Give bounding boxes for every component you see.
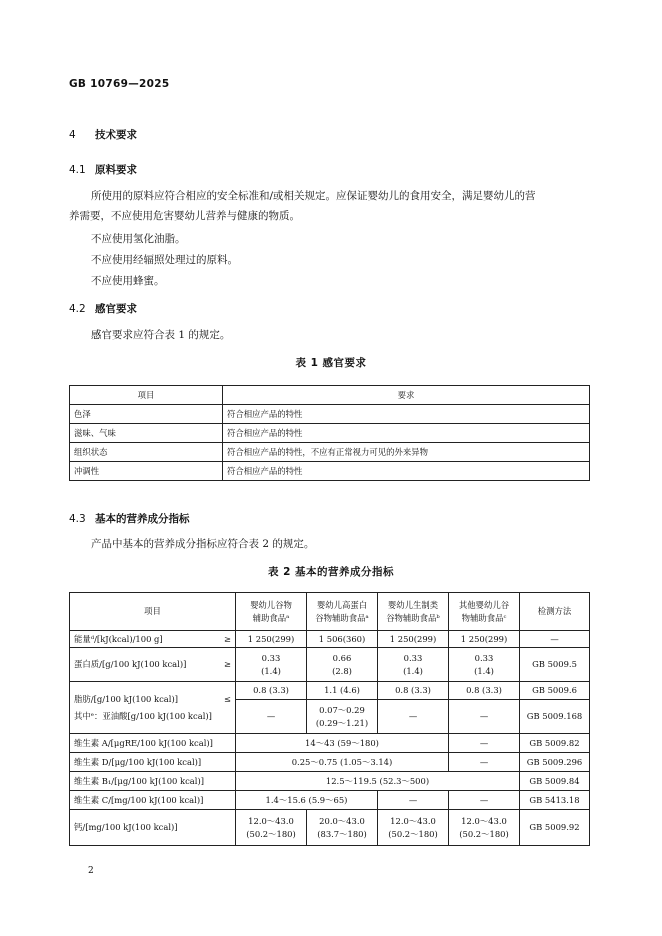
table-cell: 1 250(299) <box>378 631 449 648</box>
table-row-fat <box>70 682 590 700</box>
header-line: 婴幼儿谷物 <box>250 599 292 610</box>
section-4-3-heading <box>69 511 190 526</box>
row-label <box>70 648 236 682</box>
cell-line: (50.2～180) <box>388 828 438 839</box>
cell-line: 20.0～43.0 <box>319 815 365 826</box>
table-cell: 符合相应产品的特性 <box>223 405 590 424</box>
table-cell: GB 5009.6 <box>520 682 590 700</box>
header-line: 婴幼儿生制类 <box>387 599 439 610</box>
section-number: 4.3 <box>69 513 86 525</box>
table-cell: GB 5009.296 <box>520 753 590 772</box>
section-title: 基本的营养成分指标 <box>95 513 190 525</box>
column-header-raw <box>378 593 449 631</box>
table-cell <box>236 810 307 846</box>
table-cell: — <box>236 700 307 734</box>
table-header-row <box>70 386 590 405</box>
table-cell: GB 5009.92 <box>520 810 590 846</box>
paragraph-hydrogenated-oil: 不应使用氢化油脂。 <box>91 233 186 245</box>
section-number: 4 <box>69 129 76 141</box>
cell-line: 0.33 <box>261 652 281 663</box>
table-cell: 1.1 (4.6) <box>307 682 378 700</box>
row-label: 维生素 D/[μg/100 kJ(100 kcal)] <box>70 753 236 772</box>
table-cell <box>449 810 520 846</box>
row-label <box>70 682 236 734</box>
cell-line: 12.0～43.0 <box>390 815 436 826</box>
header-line: 辅助食品ᵃ <box>252 612 290 623</box>
column-header-high-protein <box>307 593 378 631</box>
cell-line: (0.29～1.21) <box>315 717 369 728</box>
table-cell: GB 5009.5 <box>520 648 590 682</box>
paragraph-raw-materials-2: 养需要，不应使用危害婴幼儿营养与健康的物质。 <box>69 210 300 222</box>
cell-line: (1.4) <box>403 665 423 676</box>
header-line: 其他婴幼儿谷 <box>458 599 510 610</box>
sensory-requirements-table <box>69 385 590 481</box>
table-cell <box>307 810 378 846</box>
row-label <box>70 631 236 648</box>
document-code: GB 10769—2025 <box>69 78 170 90</box>
row-label: 钙/[mg/100 kJ(100 kcal)] <box>70 810 236 846</box>
table-cell <box>378 810 449 846</box>
table-cell: — <box>449 753 520 772</box>
section-number: 4.2 <box>69 303 86 315</box>
table-row <box>70 462 590 481</box>
nutrition-indicators-table <box>69 592 590 846</box>
cell-line: (83.7～180) <box>317 828 367 839</box>
row-label-text: 蛋白质/[g/100 kJ(100 kcal)] <box>74 659 187 669</box>
table-cell: — <box>378 700 449 734</box>
row-label: 维生素 C/[mg/100 kJ(100 kcal)] <box>70 791 236 810</box>
table-row-vitamin-a <box>70 734 590 753</box>
table-2-caption: 表 2 基本的营养成分指标 <box>267 566 395 578</box>
table-header-row <box>70 593 590 631</box>
comparison-symbol: ≥ <box>223 659 231 669</box>
column-header-cereal <box>236 593 307 631</box>
table-cell: 1 506(360) <box>307 631 378 648</box>
table-cell: 0.25～0.75 (1.05～3.14) <box>236 753 449 772</box>
table-cell: 0.8 (3.3) <box>236 682 307 700</box>
section-4-1-heading <box>69 162 137 177</box>
row-label-text: 能量ᵈ/[kJ(kcal)/100 g] <box>74 633 163 644</box>
table-cell <box>378 648 449 682</box>
column-header-method: 检测方法 <box>520 593 590 631</box>
table-cell: GB 5413.18 <box>520 791 590 810</box>
cell-line: 0.07～0.29 <box>319 704 365 715</box>
cell-line: (50.2～180) <box>246 828 296 839</box>
table-cell: 0.8 (3.3) <box>449 682 520 700</box>
cell-line: 0.66 <box>332 652 352 663</box>
table-row <box>70 443 590 462</box>
section-4-2-heading <box>69 301 137 316</box>
table-cell: 1 250(299) <box>236 631 307 648</box>
paragraph-honey: 不应使用蜂蜜。 <box>91 275 165 287</box>
table-cell: 0.8 (3.3) <box>378 682 449 700</box>
cell-line: (2.8) <box>332 665 352 676</box>
column-header-requirement: 要求 <box>223 386 590 405</box>
table-cell: 符合相应产品的特性 <box>223 462 590 481</box>
table-cell: 滋味、气味 <box>70 424 223 443</box>
table-row-protein <box>70 648 590 682</box>
table-row-vitamin-d <box>70 753 590 772</box>
header-line: 婴幼儿高蛋白 <box>316 599 368 610</box>
table-1-caption: 表 1 感官要求 <box>295 357 367 369</box>
column-header-item: 项目 <box>70 593 236 631</box>
column-header-item: 项目 <box>70 386 223 405</box>
cell-line: 12.0～43.0 <box>461 815 507 826</box>
section-title: 原料要求 <box>95 164 137 176</box>
paragraph-sensory-ref: 感官要求应符合表 1 的规定。 <box>91 329 231 341</box>
column-header-other <box>449 593 520 631</box>
table-cell <box>307 700 378 734</box>
table-cell <box>449 648 520 682</box>
table-cell: 冲调性 <box>70 462 223 481</box>
cell-line: 12.0～43.0 <box>248 815 294 826</box>
cell-line: (1.4) <box>261 665 281 676</box>
table-cell: GB 5009.84 <box>520 772 590 791</box>
cell-line: (1.4) <box>474 665 494 676</box>
row-label: 维生素 B₁/[μg/100 kJ(100 kcal)] <box>70 772 236 791</box>
table-cell: — <box>449 700 520 734</box>
table-row-energy <box>70 631 590 648</box>
section-title: 感官要求 <box>95 303 137 315</box>
table-cell: 1 250(299) <box>449 631 520 648</box>
section-4-heading <box>69 127 137 142</box>
table-cell: 12.5～119.5 (52.3～500) <box>236 772 520 791</box>
row-label-text: 其中ᵉ：亚油酸[g/100 kJ(100 kcal)] <box>74 710 212 721</box>
table-cell: GB 5009.82 <box>520 734 590 753</box>
table-row-vitamin-b1 <box>70 772 590 791</box>
table-cell: GB 5009.168 <box>520 700 590 734</box>
table-cell: — <box>520 631 590 648</box>
cell-line: 0.33 <box>474 652 494 663</box>
section-number: 4.1 <box>69 164 86 176</box>
cell-line: 0.33 <box>403 652 423 663</box>
paragraph-raw-materials-1: 所使用的原料应符合相应的安全标准和/或相关规定。应保证婴幼儿的食用安全，满足婴幼儿的营 <box>91 190 536 202</box>
table-cell: 组织状态 <box>70 443 223 462</box>
table-cell: 14～43 (59～180) <box>236 734 449 753</box>
header-line: 谷物辅助食品ᵃ <box>315 612 369 623</box>
table-cell: — <box>449 791 520 810</box>
header-line: 谷物辅助食品ᵇ <box>386 612 440 623</box>
table-row-calcium <box>70 810 590 846</box>
section-title: 技术要求 <box>95 129 137 141</box>
table-cell: — <box>449 734 520 753</box>
page-number: 2 <box>88 866 94 876</box>
paragraph-nutrition-ref: 产品中基本的营养成分指标应符合表 2 的规定。 <box>91 538 315 550</box>
table-cell: 符合相应产品的特性 <box>223 424 590 443</box>
table-cell <box>307 648 378 682</box>
table-row-vitamin-c <box>70 791 590 810</box>
table-cell <box>236 648 307 682</box>
table-cell: 1.4～15.6 (5.9～65) <box>236 791 378 810</box>
paragraph-irradiation: 不应使用经辐照处理过的原料。 <box>91 254 238 266</box>
cell-line: (50.2～180) <box>459 828 509 839</box>
table-cell: — <box>378 791 449 810</box>
table-row <box>70 405 590 424</box>
row-label-text: 脂肪/[g/100 kJ(100 kcal)] <box>74 693 178 704</box>
table-row <box>70 424 590 443</box>
header-line: 物辅助食品ᶜ <box>461 612 507 623</box>
comparison-symbol: ≥ <box>223 633 231 644</box>
comparison-symbol: ≤ <box>223 693 231 704</box>
table-cell: 符合相应产品的特性，不应有正常视力可见的外来异物 <box>223 443 590 462</box>
row-label: 维生素 A/[μgRE/100 kJ(100 kcal)] <box>70 734 236 753</box>
table-cell: 色泽 <box>70 405 223 424</box>
